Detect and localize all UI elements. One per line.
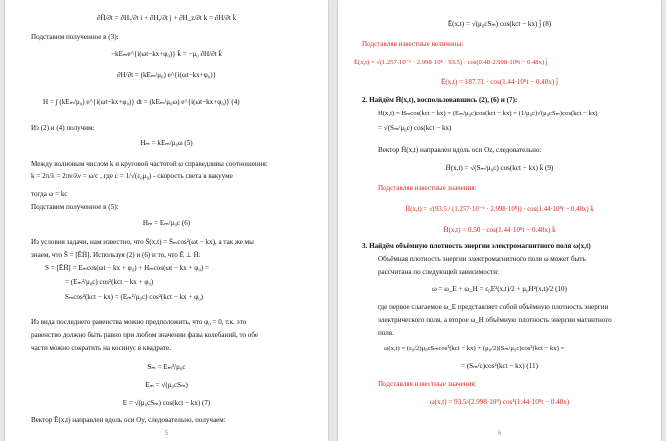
equation: Sₘ = Eₘ²/μ₀c [147,363,186,371]
paragraph: Из вида последнего равенства можно предположить, что φ₀ = 0, т.к. это [31,318,247,326]
paragraph: части можно сократить на косинус в квадрате. [31,344,171,352]
paragraph: Подставим полученное в (5): [31,203,119,211]
paragraph: Из (2) и (4) получим: [31,124,95,132]
equation-6: Hₘ = Eₘ/μ₀c (6) [142,219,191,227]
paragraph: Вектор Ē(x,t) направлен вдоль оси Oy, следовательно, получаем: [31,416,226,424]
equation-9: H̄(x,t) = √(Sₘ/μ₀c) cos(kct − kx) k̄ (9) [445,164,554,172]
equation-red: ω(x,t) = 93.5/(2.998·10⁸) cos²(1.44·10⁸t − 0.48x) [429,398,570,406]
paragraph: Из условия задачи, нам известно, что S̄(x,t) = S̄ₘcos²(ωt − kx), а так же мы [31,238,254,246]
paragraph: тогда ω = kc [31,190,68,198]
equation-red: H̄(x,t) = √(93.5 / (1.257·10⁻⁶ · 2.998·10⁸)) · cos(1.44·10⁸t − 0.48x) k̄ [405,206,594,213]
paragraph: где первое слагаемое ω_E представляет собой объёмную плотность энергии [378,303,609,311]
equation-7: E = √(μ₀cSₘ) cos(kct − kx) (7) [122,399,211,407]
equation: ∂H/∂t = (kEₘ/μ₀) e^{i(ωt−kx+φ₀)} [117,71,216,79]
equation-dH-dt: ∂H̄/∂t = ∂Hₓ/∂t i + ∂Hᵧ/∂t j + ∂H_z/∂t k = ∂H/∂t k̄ [96,14,237,22]
red-note: Подставляя известные значения: [378,184,477,192]
equation: −kEₘe^{i(ωt−kx+φ₀)} k̄ = −μ₀ ∂H/∂t k̄ [111,50,222,58]
equation: Eₘ = √(μ₀cSₘ) [145,381,188,389]
paragraph: Объёмная плотность энергии электромагнитного поля ω может быть [378,255,586,263]
page-number: 6 [497,430,502,437]
equation: = √(Sₘ/μ₀c) cos(kct − kx) [378,124,452,132]
equation: = (Eₘ²/μ₀c) cos²(kct − kx + φ₀) [65,278,154,286]
equation-red-result: Ē(x,t) = 187.71 · cos(1.44·10⁸t − 0.48x) j̄ [440,78,559,86]
equation-red: Ē(x,t) = √(1.257·10⁻⁶ · 2.998·10⁸ · 93.5) · cos(0.48·2.998·10⁸t − 0.48x) j̄ [354,59,548,66]
paragraph: равенство должно быть равно при любом значении фазы колебаний, то обе [31,331,259,339]
paragraph: Подставим полученное в (3): [31,33,119,41]
paragraph: k = 2π/λ = 2πν/λν = ω/c , где c = 1/√(ε₀μ₀) - скорость света в вакууме [31,172,233,180]
equation-8: Ē(x,t) = √(μ₀cSₘ) cos(kct − kx) j̄ (8) [447,20,552,28]
paragraph: знаем, что S̄ = [ĒH̄]. Используя (2) и (6) и то, что Ē ⊥ H̄: [31,251,201,259]
equation-11: = (Sₘ/c)cos²(kct − kx) (11) [461,362,538,370]
page-number: 5 [164,430,169,437]
equation: S = [ĒH̄] = Eₘcos(ωt − kx + φ₀) + Hₘcos(ωt − kx + φ₀) = [45,264,209,272]
red-note: Подставляя известные величины: [362,40,464,48]
paragraph: поля. [378,329,394,337]
paragraph: рассчитана по следующей зависимости: [378,268,500,276]
equation-10: ω = ω_E + ω_H = ε₀E²(x,t)/2 + μ₀H²(x,t)/2 (10) [432,285,567,293]
red-note: Подставляя известные значения: [378,380,477,388]
equation-4: H = ∫ (kEₘ/μ₀) e^{i(ωt−kx+φ₀)} dt = (kEₘ/μ₀ω) e^{i(ωt−kx+φ₀)} (4) [43,98,240,106]
section-3-heading: 3. Найдём объёмную плотность энергии электромагнитного поля ω(x,t) [362,242,591,250]
equation: ω(x,t) = (ε₀/2)μ₀cSₘcos²(kct − kx) + (μ₀/2)(Sₘ/μ₀c)cos²(kct − kx) = [384,345,565,352]
equation-red-result: H̄(x,t) = 0.50 · cos(1.44·10⁸t − 0.48x) k̄ [443,226,556,234]
equation-5: Hₘ = kEₘ/μ₀ω (5) [140,139,193,147]
section-2-heading: 2. Найдём H̄(x,t), воспользовавшись (2), (6) и (7): [362,96,518,104]
equation: H(x,t) = Hₘcos(kct − kx) = (Eₘ/μ₀c)cos(kct − kx) = (1/μ₀c)√(μ₀cSₘ)cos(kct − kx) [378,110,598,117]
page-6 [338,0,661,441]
paragraph: Между волновым числом k и круговой частотой ω справедливы соотношения: [31,160,268,168]
page-5 [5,0,328,441]
paragraph: электрического поля, а второе ω_H объёмную плотность энергии магнитного [378,316,612,324]
equation: Sₘcos²(kct − kx) = (Eₘ²/μ₀c) cos²(kct − kx + φ₀) [65,293,204,301]
paragraph: Вектор H̄(x,t) направлен вдоль оси Oz, следовательно: [378,146,542,154]
